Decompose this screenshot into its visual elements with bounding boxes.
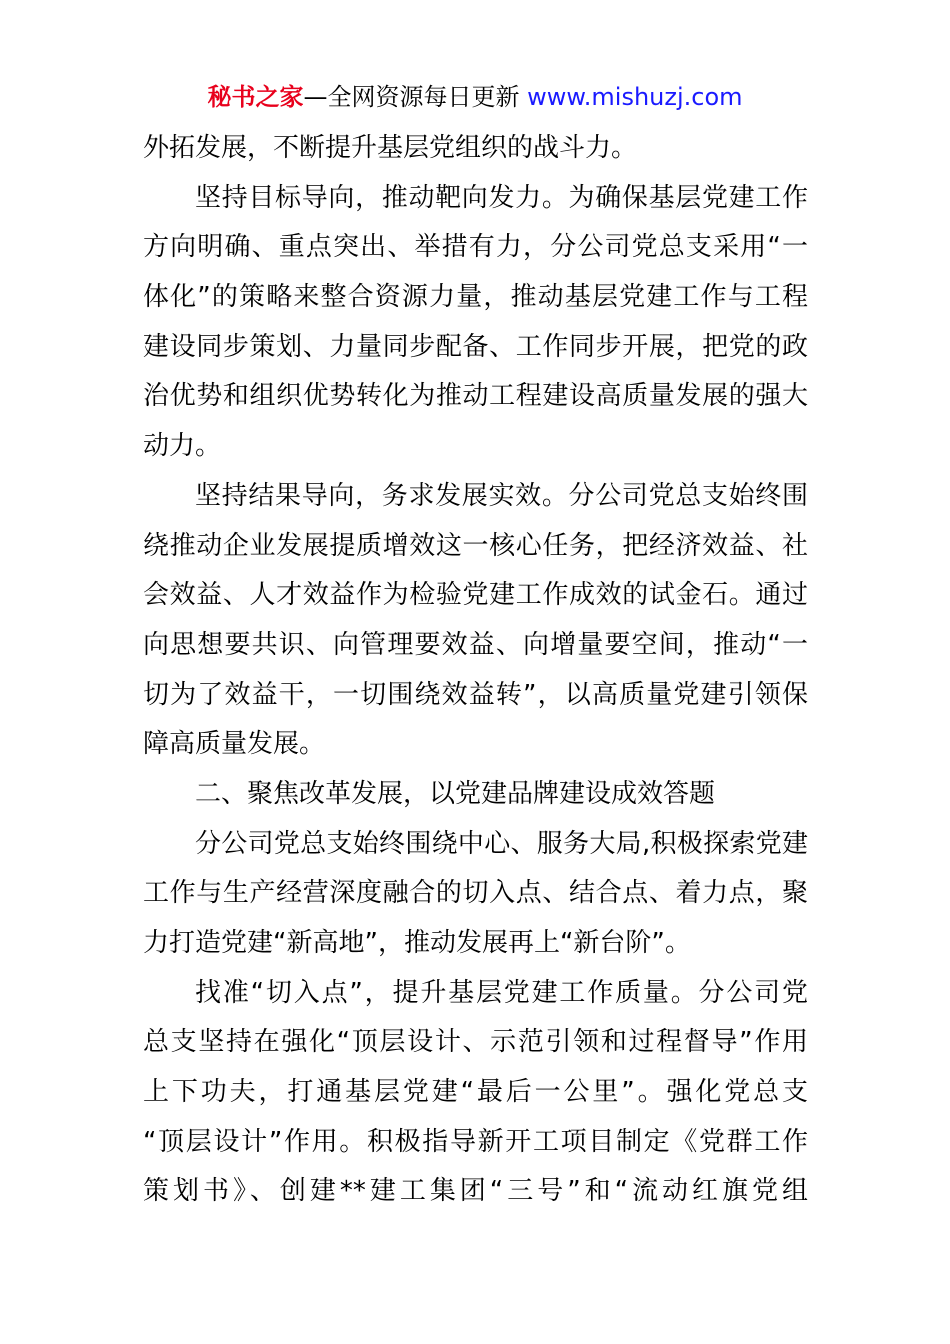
text-line: “顶层设计”作用。积极指导新开工项目制定《党群工作	[143, 1126, 808, 1157]
text-line: 建设同步策划、力量同步配备、工作同步开展，把党的政	[143, 331, 808, 362]
document-body	[143, 124, 808, 1217]
paragraph-start-line: 坚持结果导向，务求发展实效。分公司党总支始终围	[195, 480, 808, 511]
text-line: 总支坚持在强化“顶层设计、示范引领和过程督导”作用	[143, 1027, 808, 1058]
text-line: 动力。	[143, 431, 222, 462]
site-header	[0, 80, 950, 114]
site-tagline: —全网资源每日更新	[303, 83, 528, 111]
paragraph-start-line: 坚持目标导向，推动靶向发力。为确保基层党建工作	[195, 182, 808, 213]
text-line: 向思想要共识、向管理要效益、向增量要空间，推动“一	[143, 629, 808, 660]
text-line: 切为了效益干，一切围绕效益转”，以高质量党建引领保	[143, 679, 808, 710]
text-line: 力打造党建“新高地”，推动发展再上“新台阶”。	[143, 928, 691, 958]
site-brand: 秘书之家	[207, 83, 304, 111]
text-line: 工作与生产经营深度融合的切入点、结合点、着力点，聚	[143, 878, 808, 909]
section-heading: 二、聚焦改革发展，以党建品牌建设成效答题	[195, 778, 716, 809]
paragraph-start-line: 分公司党总支始终围绕中心、服务大局,积极探索党建	[195, 828, 808, 859]
text-line: 体化”的策略来整合资源力量，推动基层党建工作与工程	[143, 282, 808, 313]
text-line: 上下功夫，打通基层党建“最后一公里”。强化党总支	[143, 1077, 808, 1108]
text-line: 外拓发展，不断提升基层党组织的战斗力。	[143, 133, 638, 163]
text-line: 绕推动企业发展提质增效这一核心任务，把经济效益、社	[143, 530, 808, 561]
paragraph-start-line: 找准“切入点”，提升基层党建工作质量。分公司党	[195, 977, 808, 1008]
text-line: 障高质量发展。	[143, 729, 326, 760]
site-url[interactable]: www.mishuzj.com	[527, 83, 743, 111]
text-line: 方向明确、重点突出、举措有力，分公司党总支采用“一	[143, 232, 808, 263]
text-line: 会效益、人才效益作为检验党建工作成效的试金石。通过	[143, 580, 808, 611]
text-line: 策划书》、创建**建工集团“三号”和“流动红旗党组	[143, 1176, 808, 1207]
text-line: 治优势和组织优势转化为推动工程建设高质量发展的强大	[143, 381, 808, 412]
